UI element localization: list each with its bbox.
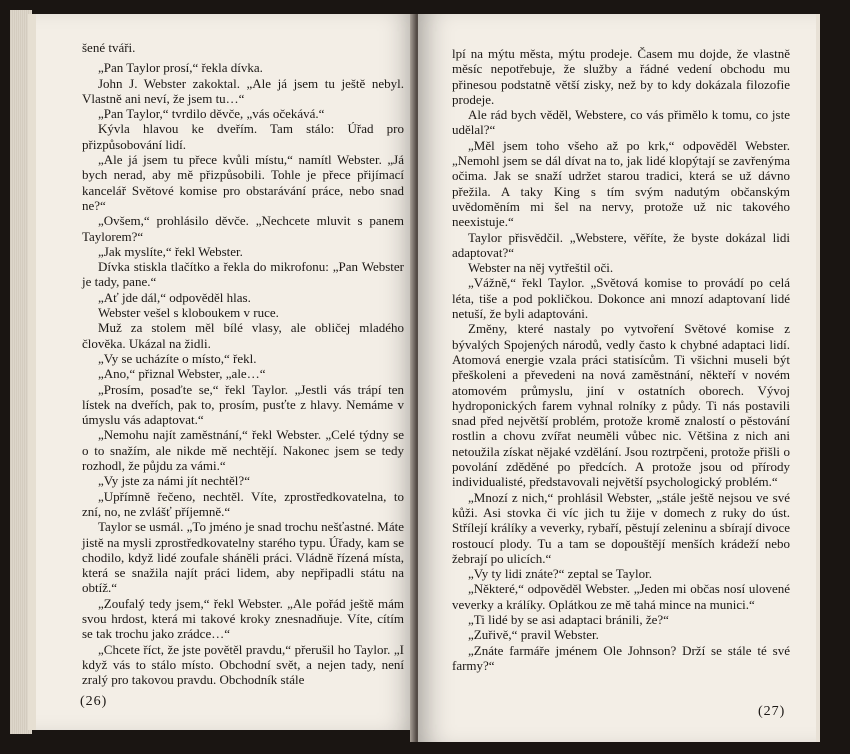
paragraph: „Vážně,“ řekl Taylor. „Světová komise to provádí po celá léta, tiše a pod pokličkou. Dokonce ani mnozí adaptovaní lidé netuší, že byli adaptováni. [452,275,790,322]
paragraph: Změny, které nastaly po vytvoření Světové komise z bývalých Spojených národů, vedly často k chybné adaptaci lidí. Atomová energie vzala práci statisícům. Ti všichni museli být přeškoleni a převedeni na nová zaměstnání, někteří v novém atomovém průmyslu, jiní v ostatních oborech. Vývoj hydroponických farem vyhnal rolníky z půdy. Ti nás postavili snad před největší problém, protože kromě znalostí o pěstování rostlin a chovu zvířat neuměli vůbec nic. Většina z nich ani netoužila získat nějaké vzdělání. Jsou roztrpčeni, protože přišli o povolání zděděné po předcích. A protože jsou od přírody individualisté, představovali největší psychologický problém.“ [452,321,790,490]
paragraph: „Ti lidé by se asi adaptaci bránili, že?“ [468,611,669,627]
paragraph: Webster vešel s kloboukem v ruce. [98,305,279,321]
paragraph: „Mnozí z nich,“ prohlásil Webster, „stále ještě nejsou ve své kůži. Asi stovka či víc jich tu žije v domech z ruky do úst. Střílejí králíky a veverky, rybaří, pěstují zeleninu a sbírají divoce rostoucí plody. Tu a tam se dopouštějí menších krádeží nebo žebrají po ulicích.“ [452,489,790,566]
paragraph: „Nemohu najít zaměstnání,“ řekl Webster. „Celé týdny se o to snažím, ale nikde mě nechtějí. Nakonec jsem se tedy rozhodl, že půjdu za vámi.“ [82,427,404,474]
paragraph: Dívka stiskla tlačítko a řekla do mikrofonu: „Pan Webster je tady, pane.“ [82,259,404,290]
page-number: (27) [758,704,786,719]
paragraph: „Ano,“ přiznal Webster, „ale…“ [98,366,266,382]
paragraph: „Ale já jsem tu přece kvůli místu,“ namítl Webster. „Já bych nerad, aby mě přizpůsobili. Tohle je přece přijímací kancelář Světové komise pro obstarávání práce, nebo snad ne?“ [82,152,404,213]
paragraph: John J. Webster zakoktal. „Ale já jsem tu ještě nebyl. Vlastně ani neví, že jsem tu…“ [82,75,404,106]
paragraph: Taylor se usmál. „To jméno je snad trochu nešťastné. Máte jistě na mysli zprostředkovatelny starého typu. Úřady, kam se chodilo, když lidé zoufale sháněli práci. Vládně řízená místa, která se snažila najít práci lidem, aby nepřipadli státu na obtíž.“ [82,519,404,596]
paragraph: Taylor přisvědčil. „Webstere, věříte, že byste dokázal lidi adaptovat?“ [452,229,790,260]
paragraph: „Některé,“ odpověděl Webster. „Jeden mi občas nosí ulovené veverky a králíky. Oplátkou ze mě tahá mince na munici.“ [452,581,790,612]
left-page [28,14,416,730]
paragraph: „Pan Taylor prosí,“ řekla dívka. [98,60,263,76]
right-page-text [452,46,790,673]
paragraph: „Jak myslíte,“ řekl Webster. [98,243,243,259]
paragraph: „Pan Taylor,“ tvrdilo děvče, „vás očekává.“ [98,106,325,122]
paragraph: „Prosím, posaďte se,“ řekl Taylor. „Jestli vás trápí ten lístek na dveřích, pak to, prosím, pusťte z hlavy. Nemáme v úmyslu vás adaptovat.“ [82,381,404,428]
paragraph: šené tváři. [82,40,136,55]
paragraph: „Ať jde dál,“ odpověděl hlas. [98,289,251,305]
paragraph: lpí na mýtu města, mýtu prodeje. Časem mu dojde, že vlastně měsíc nepotřebuje, že služby a řádné vedení obchodu mu přinesou podstatně větší zisky, než by to kdy dokázala filozofie prodeje. [452,46,790,107]
paragraph: Kývla hlavou ke dveřím. Tam stálo: Úřad pro přizpůsobování lidí. [82,121,404,152]
paragraph: Ale rád bych věděl, Webstere, co vás přimělo k tomu, co jste udělal?“ [452,107,790,138]
paragraph: „Vy jste za námi jít nechtěl?“ [98,473,250,489]
paragraph: „Zuřivě,“ pravil Webster. [468,627,599,643]
paragraph: „Vy se ucházíte o místo,“ řekl. [98,350,257,366]
paragraph: „Znáte farmáře jménem Ole Johnson? Drží se stále té své farmy?“ [452,642,790,673]
right-page [418,14,820,742]
paragraph: „Měl jsem toho všeho až po krk,“ odpověděl Webster. „Nemohl jsem se dál dívat na to, jak lidé klopýtají se zavřenýma očima. Jak se snaží udržet starou tradici, která se už dávno přežila. A taky King s tím svým nadutým občanským uvědoměním mi šel na nervy, protože už nic takového neexistuje.“ [452,137,790,230]
paragraph: „Zoufalý tedy jsem,“ řekl Webster. „Ale pořád ještě mám svou hrdost, která mi takové kroky znesnadňuje. Víte, cítím se tak trochu jako zrádce…“ [82,595,404,642]
paragraph: Muž za stolem měl bílé vlasy, ale obličej mladého člověka. Ukázal na židli. [82,320,404,351]
paragraph: Webster na něj vytřeštil oči. [468,260,614,276]
paragraph: „Vy ty lidi znáte?“ zeptal se Taylor. [468,566,653,582]
page-number: (26) [80,694,108,709]
left-page-text [82,40,404,687]
paragraph: „Upřímně řečeno, nechtěl. Víte, zprostředkovatelna, to zní, no, ne zvlášť příjemně.“ [82,488,404,519]
paragraph: „Chcete říct, že jste povětěl pravdu,“ přerušil ho Taylor. „I když vás to stálo místo. Obchodní svět, a nejen tady, není zralý pro takovou pravdu. Obchodník stále [82,641,404,688]
paragraph: „Ovšem,“ prohlásilo děvče. „Nechcete mluvit s panem Taylorem?“ [82,213,404,244]
